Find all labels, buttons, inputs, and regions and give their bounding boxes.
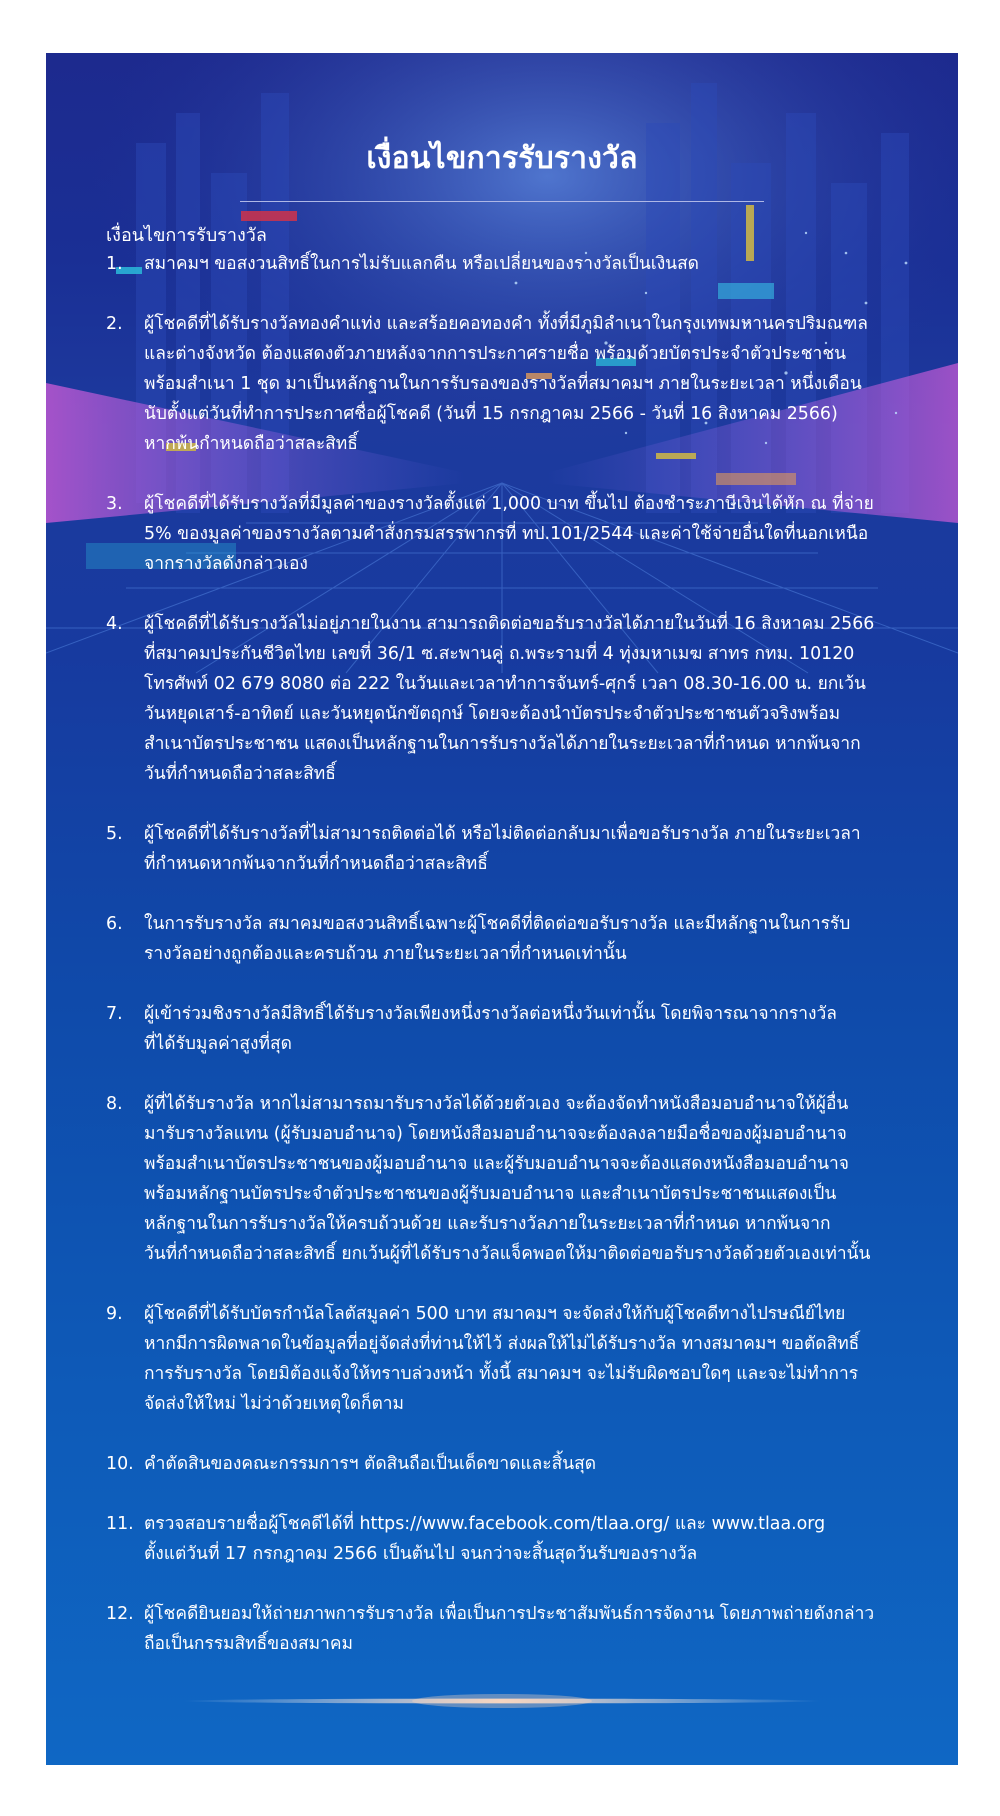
item-text: คำตัดสินของคณะกรรมการฯ ตัดสินถือเป็นเด็ดขาดและสิ้นสุด [144,1454,597,1474]
item-text: ในการรับรางวัล สมาคมขอสงวนสิทธิ์เฉพาะผู้โชคดีที่ติดต่อขอรับรางวัล และมีหลักฐานในการรับ รางวัลอย่างถูกต้องและครบถ้วน ภายในระยะเวลาที่กำหนดเท่านั้น [144,914,851,964]
item-number: 8. [106,1094,123,1114]
item-number: 5. [106,824,123,844]
item-text: ผู้เข้าร่วมชิงรางวัลมีสิทธิ์ได้รับรางวัลเพียงหนึ่งรางวัลต่อหนึ่งวันเท่านั้น โดยพิจารณาจากรางวัล ที่ได้รับมูลค่าสูงที่สุด [144,1004,837,1054]
condition-item-7 [106,999,958,1059]
item-text: สมาคมฯ ขอสงวนสิทธิ์ในการไม่รับแลกคืน หรือเปลี่ยนของรางวัลเป็นเงินสด [144,254,699,274]
item-number: 12. [106,1604,134,1624]
title-divider [240,201,764,202]
item-text: ผู้โชคดีที่ได้รับรางวัลที่ไม่สามารถติดต่อได้ หรือไม่ติดต่อกลับมาเพื่อขอรับรางวัล ภายในระยะเวลา ที่กำหนดหากพ้นจากวันที่กำหนดถือว่าสละสิทธิ์ [144,824,861,874]
item-text: ผู้ที่ได้รับรางวัล หากไม่สามารถมารับรางวัลได้ด้วยตัวเอง จะต้องจัดทำหนังสือมอบอำนาจให้ผู้อื่น มารับรางวัลแทน (ผู้รับมอบอำนาจ) โดยหนังสือมอบอำนาจจะต้องลงลายมือชื่อของผู้มอบอำนาจ พร้อมสำเนาบัตรประชาชนของผู้มอบอำนาจ และผู้รับมอบอำนาจจะต้องแสดงหนังสือมอบอำนาจ พร้อมหลักฐานบัตรประจำตัวประชาชนของผู้รับมอบอำนาจ และสำเนาบัตรประชาชนแสดงเป็น หลักฐานในการรับรางวัลให้ครบถ้วนด้วย และรับรางวัลภายในระยะเวลาที่กำหนด หากพ้นจาก วันที่กำหนดถือว่าสละสิทธิ์ ยกเว้นผู้ที่ได้รับรางวัลแจ็คพอตให้มาติดต่อขอรับรางวัลด้วยตัวเองเท่านั้น [144,1094,871,1264]
item-text: ผู้โชคดียินยอมให้ถ่ายภาพการรับรางวัล เพื่อเป็นการประชาสัมพันธ์การจัดงาน โดยภาพถ่ายดังกล่าว ถือเป็นกรรมสิทธิ์ของสมาคม [144,1604,875,1654]
item-number: 7. [106,1004,123,1024]
item-number: 4. [106,614,123,634]
conditions-list [106,249,958,1689]
item-text: ผู้โชคดีที่ได้รับบัตรกำนัลโลตัสมูลค่า 500 บาท สมาคมฯ จะจัดส่งให้กับผู้โชคดีทางไปรษณีย์ไทย หากมีการผิดพลาดในข้อมูลที่อยู่จัดส่งที่ท่านให้ไว้ ส่งผลให้ไม่ได้รับรางวัล ทางสมาคมฯ ขอตัดสิทธิ์ การรับรางวัล โดยมิต้องแจ้งให้ทราบล่วงหน้า ทั้งนี้ สมาคมฯ จะไม่รับผิดชอบใดๆ และจะไม่ทำการ จัดส่งให้ใหม่ ไม่ว่าด้วยเหตุใดก็ตาม [144,1304,860,1414]
condition-item-10 [106,1449,958,1479]
condition-item-4 [106,609,958,789]
item-number: 1. [106,254,123,274]
condition-item-12 [106,1599,958,1659]
condition-item-6 [106,909,958,969]
item-text: ผู้โชคดีที่ได้รับรางวัลไม่อยู่ภายในงาน สามารถติดต่อขอรับรางวัลได้ภายในวันที่ 16 สิงหาคม 2566 ที่สมาคมประกันชีวิตไทย เลขที่ 36/1 ซ.สะพานคู่ ถ.พระรามที่ 4 ทุ่งมหาเมฆ สาทร กทม. 10120 โทรศัพท์ 02 679 8080 ต่อ 222 ในวันและเวลาทำการจันทร์-ศุกร์ เวลา 08.30-16.00 น. ยกเว้น วันหยุดเสาร์-อาทิตย์ และวันหยุดนักขัตฤกษ์ โดยจะต้องนำบัตรประจำตัวประชาชนตัวจริงพร้อม สำเนาบัตรประชาชน แสดงเป็นหลักฐานในการรับรางวัลได้ภายในระยะเวลาที่กำหนด หากพ้นจาก วันที่กำหนดถือว่าสละสิทธิ์ [144,614,875,784]
condition-item-2 [106,309,958,459]
conditions-content [46,53,958,1765]
page-title: เงื่อนไขการรับรางวัล [366,141,638,176]
item-text: ผู้โชคดีที่ได้รับรางวัลทองคำแท่ง และสร้อยคอทองคำ ทั้งที่มีภูมิลำเนาในกรุงเทพมหานครปริมณฑล และต่างจังหวัด ต้องแสดงตัวภายหลังจากการประกาศรายชื่อ พร้อมด้วยบัตรประจำตัวประชาชน พร้อมสำเนา 1 ชุด มาเป็นหลักฐานในการรับรองของรางวัลที่สมาคมฯ ภายในระยะเวลา หนึ่งเดือน นับตั้งแต่วันที่ทำการประกาศชื่อผู้โชคดี (วันที่ 15 กรกฎาคม 2566 - วันที่ 16 สิงหาคม 2566) หากพ้นกำหนดถือว่าสละสิทธิ์ [144,314,868,454]
condition-item-8 [106,1089,958,1269]
condition-item-5 [106,819,958,879]
condition-item-11 [106,1509,958,1569]
section-subheading: เงื่อนไขการรับรางวัล [106,225,267,246]
item-number: 2. [106,314,123,334]
condition-item-1 [106,249,958,279]
item-text: ตรวจสอบรายชื่อผู้โชคดีได้ที่ https://www.facebook.com/tlaa.org/ และ www.tlaa.org ตั้งแต่วันที่ 17 กรกฎาคม 2566 เป็นต้นไป จนกว่าจะสิ้นสุดวันรับของรางวัล [144,1514,826,1564]
conditions-poster [46,53,958,1765]
condition-item-3 [106,489,958,579]
condition-item-9 [106,1299,958,1419]
item-number: 3. [106,494,123,514]
item-number: 10. [106,1454,134,1474]
item-number: 11. [106,1514,134,1534]
item-number: 6. [106,914,123,934]
item-text: ผู้โชคดีที่ได้รับรางวัลที่มีมูลค่าของรางวัลตั้งแต่ 1,000 บาท ขึ้นไป ต้องชำระภาษีเงินได้หัก ณ ที่จ่าย 5% ของมูลค่าของรางวัลตามคำสั่งกรมสรรพากรที่ ทป.101/2544 และค่าใช้จ่ายอื่นใดที่นอกเหนือ จากรางวัลดังกล่าวเอง [144,494,874,574]
item-number: 9. [106,1304,123,1324]
